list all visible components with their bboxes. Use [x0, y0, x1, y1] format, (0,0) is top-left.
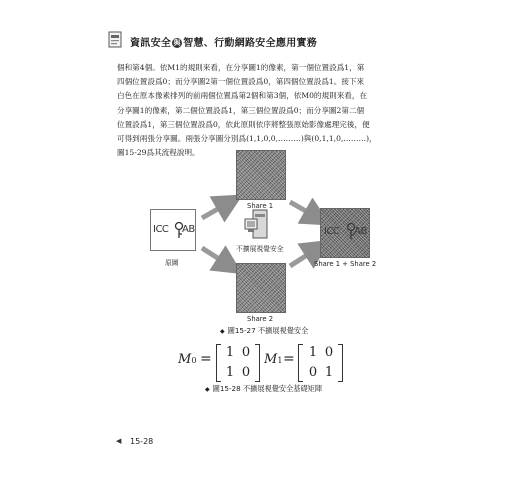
figure-caption-15-27 — [220, 326, 308, 336]
matrix-m0-cell: 1 — [225, 345, 235, 360]
body-line: 可得到兩張分享圖。兩張分享圖分別爲(1,1,0,0,………)與(0,1,1,0,………)， — [117, 134, 377, 144]
matrix-m1-subscript: 1 — [277, 356, 283, 365]
body-paragraph — [117, 61, 407, 160]
matrix-m0-cell: 1 — [225, 365, 235, 380]
matrix-m1-right-bracket — [338, 344, 343, 382]
body-line: 分享圖1的像素，第二個位置設爲1，第三個位置設爲0；而分享圖2第二個 — [117, 105, 365, 115]
original-image — [150, 209, 196, 251]
body-line: 四個位置設爲0；而分享圖2第一個位置設爲0，第四個位置設爲1。接下來 — [117, 77, 365, 87]
body-line: 白色在原本像素排列的前兩個位置爲第2個和第3個，依M0的規則來看，在 — [117, 91, 368, 101]
matrix-m1-left-bracket — [298, 344, 303, 382]
header-title-circle: 與 — [173, 38, 181, 47]
computer-icon — [243, 207, 275, 241]
body-line: 圖15-29爲其流程說明。 — [117, 148, 200, 158]
page-number: 15-28 — [130, 437, 154, 446]
matrix-m0-cell: 0 — [241, 365, 251, 380]
figure-caption-15-28 — [205, 384, 322, 394]
matrix-m0-right-bracket — [255, 344, 260, 382]
matrix-m0-left-bracket — [216, 344, 221, 382]
matrix-m0-equals: = — [200, 351, 212, 367]
matrix-m0-name: M0 — [178, 352, 197, 367]
matrix-m1-cell: 1 — [308, 345, 318, 360]
body-line: 位置設爲1，第三個位置設爲0，依此原則依序將整張原始影像處理完後，便 — [117, 119, 370, 129]
result-label: Share 1 + Share 2 — [314, 260, 377, 268]
chapter-icon — [108, 31, 122, 48]
header-title-part1: 資訊安全 — [130, 38, 172, 49]
matrix-m1-cell: 1 — [324, 365, 334, 380]
share1-image — [236, 150, 286, 200]
matrix-m1-equals: = — [283, 351, 295, 367]
matrix-m1-cell: 0 — [308, 365, 318, 380]
share1-label: Share 1 — [247, 202, 274, 210]
logo-text-left: ICC — [153, 224, 169, 235]
share2-label: Share 2 — [247, 315, 274, 323]
caption-bullet: ◆ — [220, 328, 225, 335]
header-title-part2: 智慧、行動網路安全應用實務 — [183, 38, 318, 49]
caption-text: 圖15-27 不擴展視覺安全 — [227, 326, 309, 335]
matrix-m1-cell: 0 — [324, 345, 334, 360]
result-logo-right: AB — [354, 226, 367, 237]
body-line: 個和第4個。依M1的規則來看，在分享圖1的像素，第一個位置設爲1，第 — [117, 63, 365, 72]
process-label: 不擴展視覺安全 — [236, 245, 284, 253]
page-arrow-icon: ◀ — [116, 437, 122, 445]
matrix-m0-subscript: 0 — [191, 356, 197, 365]
matrix-m1-name: M1 — [264, 352, 283, 367]
matrix-m0-cell: 0 — [241, 345, 251, 360]
caption-text: 圖15-28 不擴展視覺安全基礎矩陣 — [212, 384, 323, 393]
running-header-title — [130, 34, 317, 49]
logo-text-right: AB — [182, 224, 195, 235]
caption-bullet: ◆ — [205, 386, 210, 393]
share2-image — [236, 263, 286, 313]
original-label: 原圖 — [165, 259, 179, 267]
result-logo-left: ICC — [324, 226, 340, 237]
stacked-result-image — [320, 208, 370, 258]
